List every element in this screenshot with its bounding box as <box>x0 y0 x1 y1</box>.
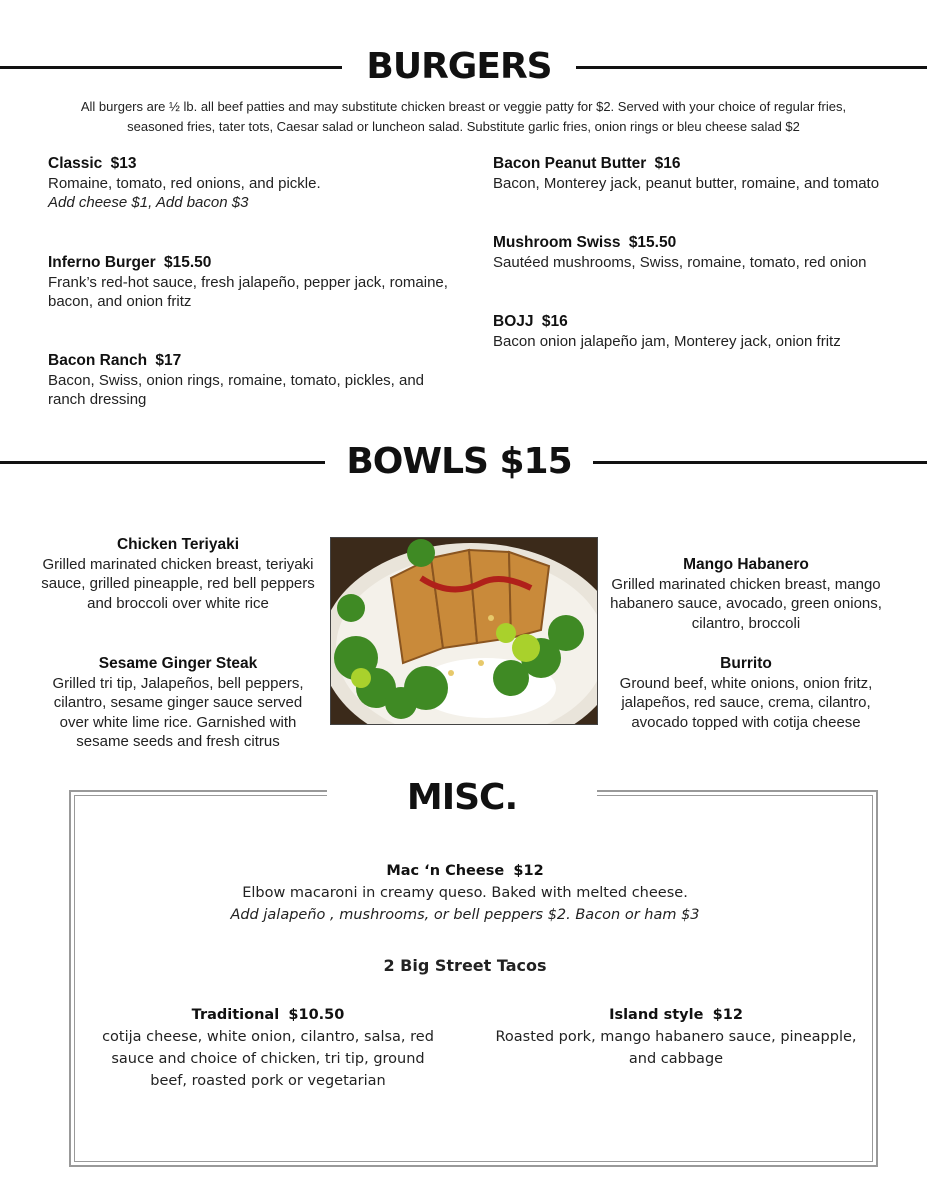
item-description: Grilled tri tip, Jalapeños, bell peppers, cilantro, sesame ginger sauce served over white lime rice. Garnished with sesame seeds and fresh citrus <box>52 674 304 750</box>
item-description: Bacon, Swiss, onion rings, romaine, tomato, pickles, and ranch dressing <box>48 371 425 408</box>
item-description: Grilled marinated chicken breast, teriyaki sauce, grilled pineapple, red bell peppers and broccoli over white rice <box>41 555 315 612</box>
burgers-intro-line-1: All burgers are ½ lb. all beef patties and may substitute chicken breast or veggie patty for $2. Served with your choice of regular fries, <box>80 99 847 114</box>
menu-item-mushroom-swiss <box>493 233 903 272</box>
item-price: $16 <box>541 313 568 330</box>
taco-island-style <box>485 1004 867 1070</box>
bowls-heading: BOWLS $15 <box>346 441 572 482</box>
burgers-rule-left <box>0 66 342 69</box>
bowls-rule-right <box>593 461 927 464</box>
taco-traditional <box>92 1004 444 1092</box>
item-price: $17 <box>155 352 182 369</box>
item-price: $13 <box>110 155 137 172</box>
item-name: Chicken Teriyaki <box>116 536 240 553</box>
item-price: $12 <box>513 863 544 879</box>
item-description: Roasted pork, mango habanero sauce, pineapple, and cabbage <box>495 1029 857 1067</box>
item-name: Bacon Peanut Butter <box>493 155 647 172</box>
bowl-burrito <box>610 654 882 732</box>
item-description: Ground beef, white onions, onion fritz, jalapeños, red sauce, crema, cilantro, avocado topped with cotija cheese <box>619 674 873 731</box>
item-name: Mac ‘n Cheese <box>386 863 505 879</box>
item-description: Frank’s red-hot sauce, fresh jalapeño, pepper jack, romaine, bacon, and onion fritz <box>48 273 448 310</box>
menu-item-classic <box>48 154 448 213</box>
burgers-intro <box>40 97 887 137</box>
item-price: $16 <box>654 155 681 172</box>
misc-frame-inner <box>74 795 873 1162</box>
bowl-photo <box>330 537 598 725</box>
item-price: $12 <box>712 1007 743 1023</box>
menu-item-bacon-ranch <box>48 351 438 410</box>
item-description: Elbow macaroni in creamy queso. Baked with melted cheese. <box>242 885 688 901</box>
tacos-heading-text: 2 Big Street Tacos <box>383 956 547 975</box>
bowl-chicken-teriyaki <box>40 535 316 613</box>
item-name: Inferno Burger <box>48 254 156 271</box>
burgers-intro-line-2: seasoned fries, tater tots, Caesar salad or luncheon salad. Substitute garlic fries, onion rings or bleu cheese salad $2 <box>127 119 800 134</box>
item-description: Sautéed mushrooms, Swiss, romaine, tomato, red onion <box>493 253 867 271</box>
item-name: Bacon Ranch <box>48 352 148 369</box>
item-name: Sesame Ginger Steak <box>98 655 258 672</box>
bowl-sesame-ginger-steak <box>40 654 316 752</box>
item-description: cotija cheese, white onion, cilantro, salsa, red sauce and choice of chicken, tri tip, ground beef, roasted pork or vegetarian <box>102 1029 434 1089</box>
misc-item-mac-n-cheese <box>120 860 810 926</box>
misc-heading: MISC. <box>406 777 518 818</box>
item-name: BOJJ <box>493 313 534 330</box>
menu-item-bacon-peanut-butter <box>493 154 903 193</box>
item-description: Romaine, tomato, red onions, and pickle. <box>48 174 321 192</box>
item-name: Classic <box>48 155 103 172</box>
item-price: $15.50 <box>628 234 677 251</box>
bowl-mango-habanero <box>610 555 882 633</box>
menu-item-inferno-burger <box>48 253 448 312</box>
item-price: $10.50 <box>288 1007 345 1023</box>
item-name: Island style <box>609 1007 704 1023</box>
item-name: Mushroom Swiss <box>493 234 621 251</box>
item-note: Add jalapeño , mushrooms, or bell peppers $2. Bacon or ham $3 <box>230 907 700 923</box>
item-name: Traditional <box>191 1007 280 1023</box>
burgers-heading: BURGERS <box>366 46 552 87</box>
item-description: Bacon onion jalapeño jam, Monterey jack, onion fritz <box>493 332 841 350</box>
item-description: Grilled marinated chicken breast, mango habanero sauce, avocado, green onions, cilantro, broccoli <box>610 575 882 632</box>
menu-item-bojj <box>493 312 903 351</box>
item-name: Burrito <box>720 655 772 672</box>
item-name: Mango Habanero <box>683 556 809 573</box>
tacos-heading <box>120 955 810 977</box>
item-note: Add cheese $1, Add bacon $3 <box>48 194 249 211</box>
item-price: $15.50 <box>164 254 212 271</box>
item-description: Bacon, Monterey jack, peanut butter, romaine, and tomato <box>493 174 880 192</box>
burgers-rule-right <box>576 66 927 69</box>
bowls-rule-left <box>0 461 325 464</box>
